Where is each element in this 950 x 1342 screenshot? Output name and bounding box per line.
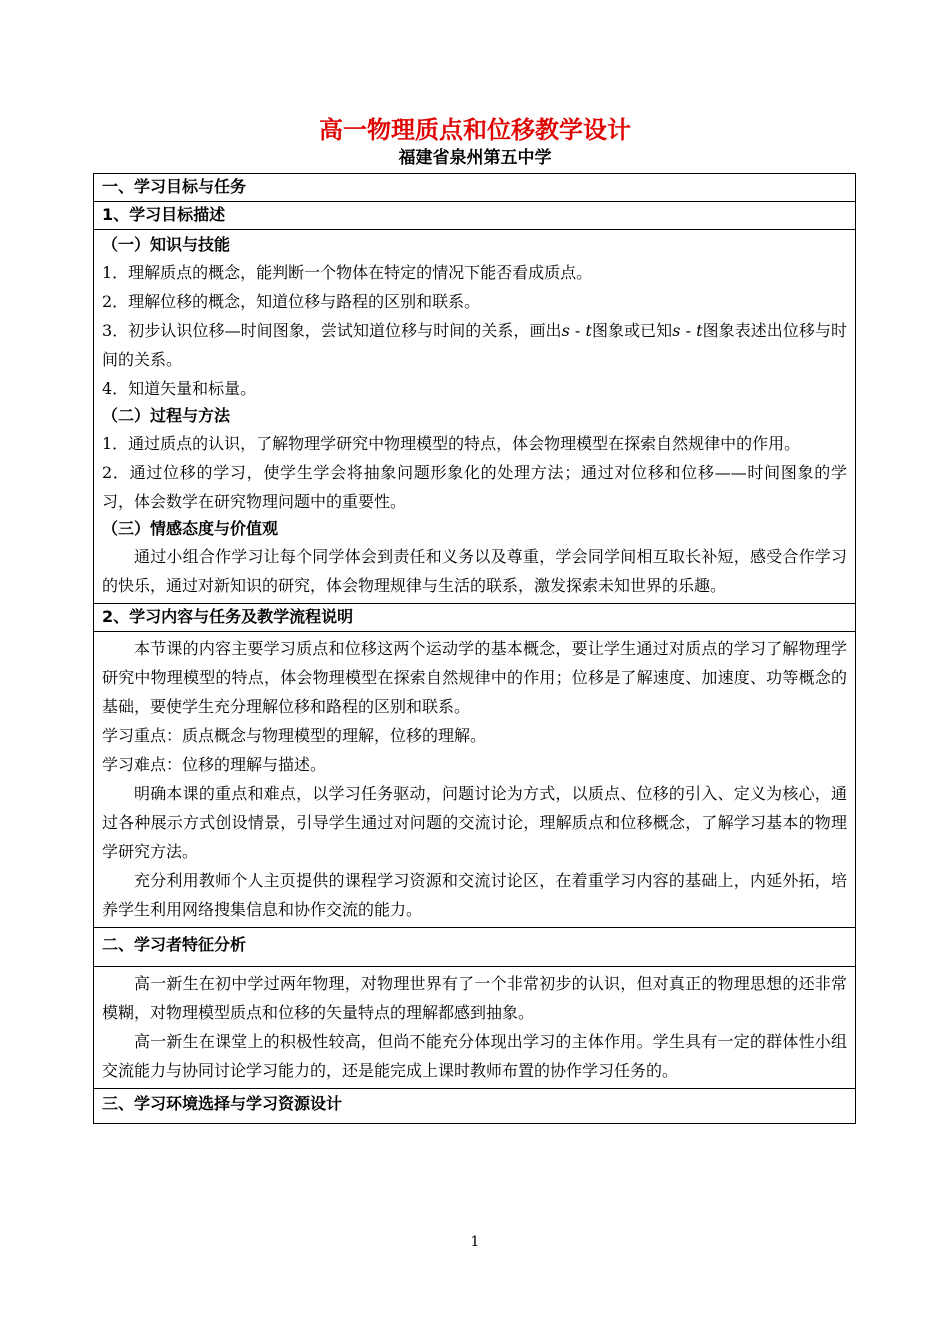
knowledge-item-4: 4．知道矢量和标量。 [102,379,257,398]
var-t: t [696,321,703,340]
process-item-2: 2．通过位移的学习，使学生学会将抽象问题形象化的处理方法；通过对位移和位移——时间图象的学习，体会数学在研究物理问题中的重要性。 [102,463,847,511]
knowledge-item-3 [102,316,847,374]
document-title: 高一物理质点和位移教学设计 [319,116,631,144]
var-s: s [672,321,681,340]
subsection-heading-cell [94,202,856,230]
knowledge-item-2: 2．理解位移的概念，知道位移与路程的区别和联系。 [102,292,481,311]
emotion-heading: （三）情感态度与价值观 [102,519,279,538]
section1-heading: 一、学习目标与任务 [102,177,247,196]
content-para-1: 本节课的内容主要学习质点和位移这两个运动学的基本概念，要让学生通过对质点的学习了解物理学研究中物理模型的特点，体会物理模型在探索自然规律中的作用；位移是了解速度、加速度、功等概念的基础，要使学生充分理解位移和路程的区别和联系。 [102,639,847,716]
table-row [94,202,856,230]
section-heading-cell [94,1089,856,1124]
content-para-2: 明确本课的重点和难点，以学习任务驱动，问题讨论为方式，以质点、位移的引入、定义为核心，通过各种展示方式创设情景，引导学生通过对问题的交流讨论，理解质点和位移概念，了解学习基本的物理学研究方法。 [102,784,847,861]
emotion-text: 通过小组合作学习让每个同学体会到责任和义务以及尊重，学会同学间相互取长补短，感受合作学习的快乐，通过对新知识的研究，体会物理规律与生活的联系，激发探索未知世界的乐趣。 [102,547,847,595]
knowledge-item-1: 1．理解质点的概念，能判断一个物体在特定的情况下能否看成质点。 [102,263,593,282]
content-cell [94,632,856,928]
page-number: 1 [470,1234,480,1250]
process-item-1: 1．通过质点的认识，了解物理学研究中物理模型的特点，体会物理模型在探索自然规律中的作用。 [102,434,801,453]
school-name: 福建省泉州第五中学 [398,148,552,168]
table-row [94,230,856,604]
learner-analysis-cell [94,967,856,1089]
content-heading: 2、学习内容与任务及教学流程说明 [102,607,354,626]
process-heading: （二）过程与方法 [102,406,231,425]
section-heading-cell [94,928,856,967]
section2-heading: 二、学习者特征分析 [102,935,247,954]
table-row [94,604,856,632]
table-row [94,1089,856,1124]
var-t: t [585,321,592,340]
subsection-heading-cell [94,604,856,632]
table-row [94,967,856,1089]
knowledge-heading: （一）知识与技能 [102,235,231,254]
table-row [94,928,856,967]
knowledge-item-3-mid: 图象或已知 [591,321,673,340]
knowledge-item-3-post: 图象表述出位移与时间的关系。 [102,321,847,369]
content-para-3: 充分利用教师个人主页提供的课程学习资源和交流讨论区，在着重学习内容的基础上，内延外拓，培养学生利用网络搜集信息和协作交流的能力。 [102,871,847,919]
var-s: s [561,321,570,340]
learner-para-1: 高一新生在初中学过两年物理，对物理世界有了一个非常初步的认识，但对真正的物理思想的还非常模糊，对物理模型质点和位移的矢量特点的理解都感到抽象。 [102,974,847,1022]
var-dash: - [569,321,586,340]
knowledge-item-3-pre: 3．初步认识位移—时间图象，尝试知道位移与时间的关系，画出 [102,321,562,340]
difficulty: 学习难点：位移的理解与描述。 [102,755,327,774]
learner-para-2: 高一新生在课堂上的积极性较高，但尚不能充分体现出学习的主体作用。学生具有一定的群体性小组交流能力与协同讨论学习能力的，还是能完成上课时教师布置的协作学习任务的。 [102,1032,847,1080]
table-row [94,174,856,202]
table-row [94,632,856,928]
objectives-content-cell [94,230,856,604]
key-point: 学习重点：质点概念与物理模型的理解，位移的理解。 [102,726,487,745]
section-heading-cell [94,174,856,202]
section3-heading: 三、学习环境选择与学习资源设计 [102,1094,343,1113]
lesson-plan-table [93,173,856,1124]
var-dash: - [680,321,697,340]
objectives-heading: 1、学习目标描述 [102,205,226,224]
